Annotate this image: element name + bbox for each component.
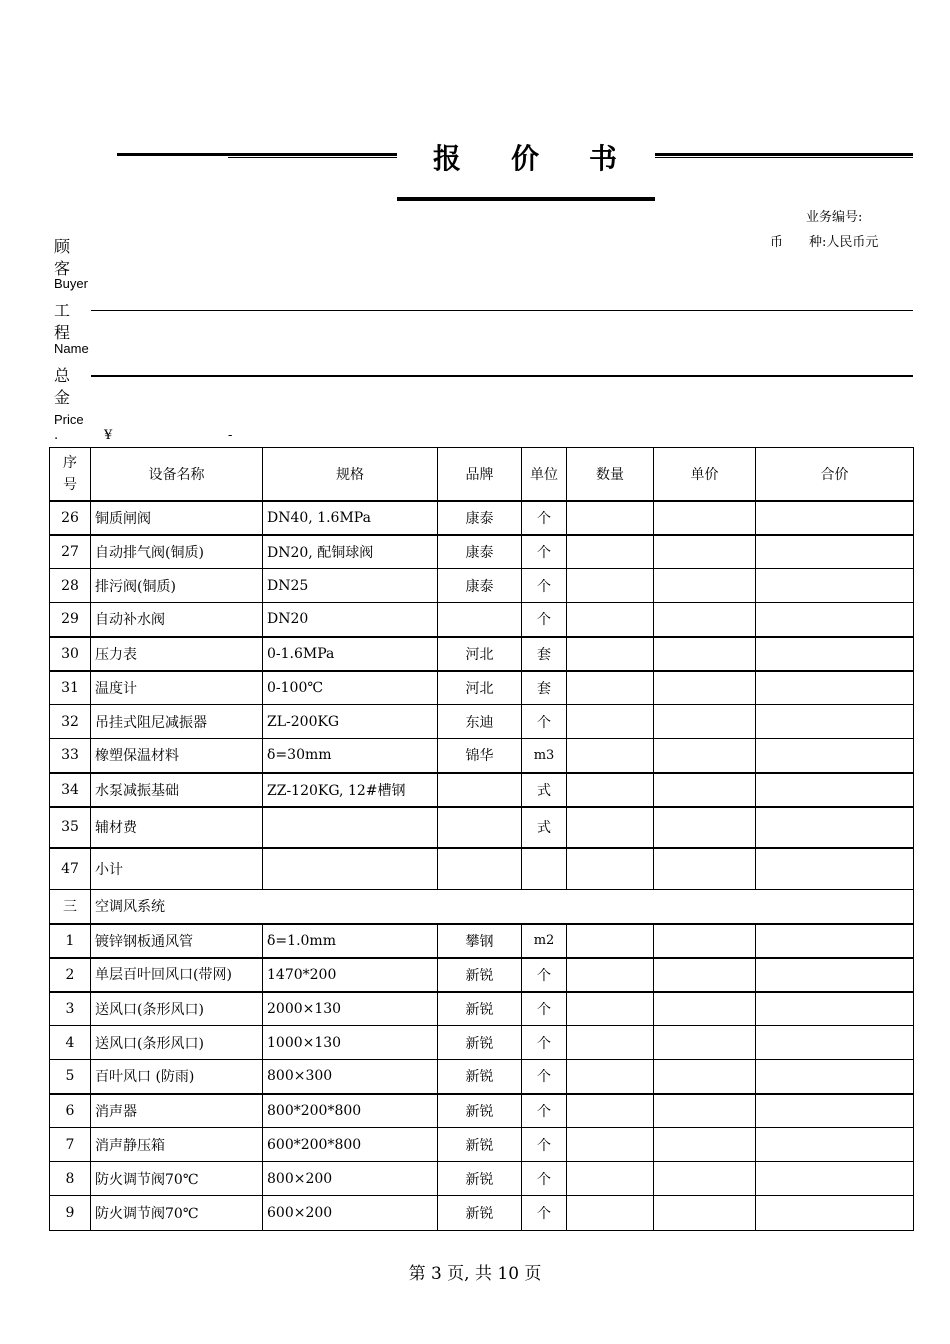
row-no: 6: [50, 1094, 91, 1128]
row-no: 26: [50, 501, 91, 535]
yen-symbol: ¥: [104, 428, 113, 443]
row-qty: [567, 569, 654, 603]
row-unit-price: [654, 924, 756, 958]
row-unit: 个: [522, 1196, 567, 1231]
row-brand: [438, 848, 522, 890]
row-total: [756, 1094, 914, 1128]
table-row: [50, 535, 914, 569]
header-spec: 规格: [263, 448, 438, 501]
row-no: 34: [50, 773, 91, 807]
row-qty: [567, 992, 654, 1026]
table-row: [50, 1060, 914, 1094]
row-unit-price: [654, 1094, 756, 1128]
customer-label-char: 顾: [54, 237, 71, 256]
row-unit-price: [654, 1026, 756, 1060]
row-total: [756, 535, 914, 569]
row-unit: 套: [522, 637, 567, 671]
row-no: 5: [50, 1060, 91, 1094]
row-name: 压力表: [91, 637, 263, 671]
row-no: 2: [50, 958, 91, 992]
row-brand: 康泰: [438, 535, 522, 569]
table-row: [50, 958, 914, 992]
row-spec: DN40, 1.6MPa: [263, 501, 438, 535]
title-underline: [397, 197, 655, 201]
header-qty: 数量: [567, 448, 654, 501]
row-total: [756, 1196, 914, 1231]
row-unit: 个: [522, 1026, 567, 1060]
row-name: 送风口(条形风口): [91, 992, 263, 1026]
row-unit-price: [654, 569, 756, 603]
currency-label: 币 种:人民币元: [770, 235, 879, 250]
row-total: [756, 773, 914, 807]
project-label: [54, 300, 78, 344]
customer-label-en: Buyer: [54, 276, 88, 291]
row-name: 单层百叶回风口(带网): [91, 958, 263, 992]
row-brand: 康泰: [438, 501, 522, 535]
row-no: 33: [50, 739, 91, 773]
table-row: [50, 773, 914, 807]
row-no: 32: [50, 705, 91, 739]
row-spec: 1000×130: [263, 1026, 438, 1060]
row-brand: 新锐: [438, 1162, 522, 1196]
row-unit-price: [654, 1196, 756, 1231]
table-row: [50, 992, 914, 1026]
row-spec: [263, 848, 438, 890]
row-spec: 2000×130: [263, 992, 438, 1026]
table-row: [50, 807, 914, 848]
row-qty: [567, 1060, 654, 1094]
row-brand: [438, 773, 522, 807]
table-row: [50, 924, 914, 958]
row-unit: m2: [522, 924, 567, 958]
row-qty: [567, 1196, 654, 1231]
page-title: [397, 138, 655, 180]
row-qty: [567, 535, 654, 569]
row-name: 自动排气阀(铜质): [91, 535, 263, 569]
row-brand: 新锐: [438, 1128, 522, 1162]
row-spec: DN20: [263, 603, 438, 637]
row-qty: [567, 739, 654, 773]
row-spec: 800×300: [263, 1060, 438, 1094]
row-qty: [567, 848, 654, 890]
row-spec: δ=1.0mm: [263, 924, 438, 958]
row-qty: [567, 958, 654, 992]
title-char-3: 书: [589, 142, 620, 175]
row-no: 31: [50, 671, 91, 705]
row-unit-price: [654, 501, 756, 535]
section-row: [50, 890, 914, 924]
project-label-en: Name: [54, 341, 89, 356]
row-no: 4: [50, 1026, 91, 1060]
row-total: [756, 637, 914, 671]
header-unit-price: 单价: [654, 448, 756, 501]
row-unit: 个: [522, 1094, 567, 1128]
title-char-2: 价: [510, 142, 541, 175]
row-no: 9: [50, 1196, 91, 1231]
total-label-en: Price: [54, 412, 84, 427]
row-name: 镀锌钢板通风管: [91, 924, 263, 958]
row-unit: 个: [522, 705, 567, 739]
row-qty: [567, 705, 654, 739]
row-no: 1: [50, 924, 91, 958]
row-name: 橡塑保温材料: [91, 739, 263, 773]
row-unit: 套: [522, 671, 567, 705]
header-no: [50, 448, 91, 501]
table-row: [50, 1026, 914, 1060]
row-unit: 个: [522, 1060, 567, 1094]
row-no: 7: [50, 1128, 91, 1162]
row-brand: 新锐: [438, 958, 522, 992]
row-qty: [567, 1094, 654, 1128]
quotation-table: [49, 447, 914, 1231]
title-char-1: 报: [432, 142, 463, 175]
row-name: 送风口(条形风口): [91, 1026, 263, 1060]
project-label-char: 工: [54, 301, 71, 320]
table-row: [50, 1196, 914, 1231]
table-row: [50, 1162, 914, 1196]
row-total: [756, 671, 914, 705]
total-label-char: 金: [54, 388, 71, 407]
row-qty: [567, 1162, 654, 1196]
table-row: [50, 671, 914, 705]
row-unit: 个: [522, 603, 567, 637]
total-dot: .: [54, 428, 59, 443]
header-brand: 品牌: [438, 448, 522, 501]
row-name: 温度计: [91, 671, 263, 705]
row-spec: DN20, 配铜球阀: [263, 535, 438, 569]
row-name: 吊挂式阻尼减振器: [91, 705, 263, 739]
row-unit: 个: [522, 1128, 567, 1162]
row-name: 消声静压箱: [91, 1128, 263, 1162]
row-brand: 东迪: [438, 705, 522, 739]
row-total: [756, 958, 914, 992]
row-total: [756, 1060, 914, 1094]
row-spec: DN25: [263, 569, 438, 603]
row-brand: 康泰: [438, 569, 522, 603]
row-unit-price: [654, 1128, 756, 1162]
row-name: 排污阀(铜质): [91, 569, 263, 603]
row-spec: ZZ-120KG, 12#槽钢: [263, 773, 438, 807]
row-name: 小计: [91, 848, 263, 890]
table-header-row: [50, 448, 914, 501]
table-row: [50, 848, 914, 890]
total-label: [54, 365, 78, 409]
row-unit-price: [654, 807, 756, 848]
row-unit-price: [654, 637, 756, 671]
row-brand: 新锐: [438, 1026, 522, 1060]
table-row: [50, 603, 914, 637]
row-unit-price: [654, 992, 756, 1026]
page-footer: 第 3 页, 共 10 页: [408, 1264, 542, 1284]
row-unit: [522, 848, 567, 890]
row-total: [756, 569, 914, 603]
row-unit-price: [654, 671, 756, 705]
row-unit: 式: [522, 773, 567, 807]
row-no: 28: [50, 569, 91, 603]
business-no-label: 业务编号:: [806, 210, 863, 225]
row-spec: 1470*200: [263, 958, 438, 992]
customer-label-char: 客: [54, 259, 71, 278]
row-no: 8: [50, 1162, 91, 1196]
row-name: 自动补水阀: [91, 603, 263, 637]
row-qty: [567, 807, 654, 848]
row-total: [756, 848, 914, 890]
row-no: 29: [50, 603, 91, 637]
row-brand: 新锐: [438, 1060, 522, 1094]
row-qty: [567, 1128, 654, 1162]
row-spec: 600*200*800: [263, 1128, 438, 1162]
row-total: [756, 705, 914, 739]
header-name: 设备名称: [91, 448, 263, 501]
row-total: [756, 1026, 914, 1060]
row-total: [756, 1128, 914, 1162]
row-name: 防火调节阀70℃: [91, 1196, 263, 1231]
row-brand: 新锐: [438, 992, 522, 1026]
row-brand: 新锐: [438, 1094, 522, 1128]
row-brand: [438, 603, 522, 637]
row-qty: [567, 603, 654, 637]
row-spec: 0-100℃: [263, 671, 438, 705]
row-no: 47: [50, 848, 91, 890]
row-no: 3: [50, 992, 91, 1026]
row-name: 百叶风口 (防雨): [91, 1060, 263, 1094]
row-qty: [567, 637, 654, 671]
table-row: [50, 739, 914, 773]
row-unit: 式: [522, 807, 567, 848]
header-no-text: 序号: [63, 454, 77, 493]
row-unit-price: [654, 773, 756, 807]
row-unit: 个: [522, 1162, 567, 1196]
header-total: 合价: [756, 448, 914, 501]
row-qty: [567, 924, 654, 958]
row-total: [756, 739, 914, 773]
row-spec: ZL-200KG: [263, 705, 438, 739]
row-unit-price: [654, 705, 756, 739]
table-row: [50, 637, 914, 671]
row-spec: 800*200*800: [263, 1094, 438, 1128]
row-unit: 个: [522, 992, 567, 1026]
table-row: [50, 501, 914, 535]
table-row: [50, 1094, 914, 1128]
customer-field-line: [91, 310, 913, 311]
row-unit: 个: [522, 958, 567, 992]
row-spec: 0-1.6MPa: [263, 637, 438, 671]
row-brand: 新锐: [438, 1196, 522, 1231]
row-name: 防火调节阀70℃: [91, 1162, 263, 1196]
row-unit: 个: [522, 535, 567, 569]
row-total: [756, 501, 914, 535]
row-brand: 攀钢: [438, 924, 522, 958]
row-total: [756, 992, 914, 1026]
row-total: [756, 1162, 914, 1196]
row-unit-price: [654, 739, 756, 773]
project-field-line: [91, 375, 913, 377]
row-spec: δ=30mm: [263, 739, 438, 773]
total-label-char: 总: [54, 366, 71, 385]
row-brand: 河北: [438, 637, 522, 671]
row-name: 水泵减振基础: [91, 773, 263, 807]
header-unit: 单位: [522, 448, 567, 501]
table-row: [50, 569, 914, 603]
row-unit: m3: [522, 739, 567, 773]
row-unit-price: [654, 603, 756, 637]
row-unit-price: [654, 848, 756, 890]
row-unit: 个: [522, 501, 567, 535]
row-spec: 800×200: [263, 1162, 438, 1196]
table-row: [50, 705, 914, 739]
row-total: [756, 807, 914, 848]
row-unit-price: [654, 1162, 756, 1196]
row-qty: [567, 1026, 654, 1060]
table-row: [50, 1128, 914, 1162]
row-no: 27: [50, 535, 91, 569]
row-brand: [438, 807, 522, 848]
row-unit-price: [654, 958, 756, 992]
row-qty: [567, 773, 654, 807]
row-qty: [567, 501, 654, 535]
row-total: [756, 924, 914, 958]
customer-label: [54, 236, 78, 280]
row-total: [756, 603, 914, 637]
row-no: 35: [50, 807, 91, 848]
row-unit: 个: [522, 569, 567, 603]
total-dash: -: [228, 428, 233, 443]
row-spec: [263, 807, 438, 848]
row-brand: 锦华: [438, 739, 522, 773]
row-brand: 河北: [438, 671, 522, 705]
row-no: 30: [50, 637, 91, 671]
row-unit-price: [654, 1060, 756, 1094]
row-name: 消声器: [91, 1094, 263, 1128]
row-unit-price: [654, 535, 756, 569]
section-title: 空调风系统: [91, 890, 914, 924]
row-name: 辅材费: [91, 807, 263, 848]
row-qty: [567, 671, 654, 705]
row-spec: 600×200: [263, 1196, 438, 1231]
row-name: 铜质闸阀: [91, 501, 263, 535]
row-no: 三: [50, 890, 91, 924]
project-label-char: 程: [54, 323, 71, 342]
